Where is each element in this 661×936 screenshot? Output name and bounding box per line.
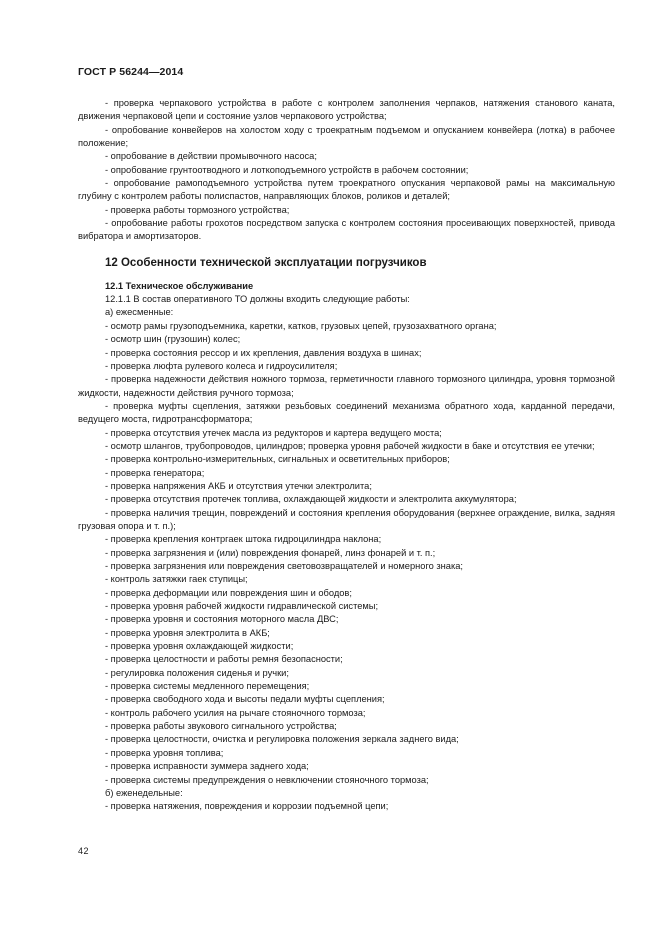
list-item: - опробование грунтоотводного и лоткоподъемного устройств в рабочем состоянии;: [105, 164, 469, 175]
list-item: - проверка работы тормозного устройства;: [105, 204, 290, 215]
document-code-header: ГОСТ Р 56244—2014: [78, 66, 184, 78]
list-item: - проверка исправности зуммера заднего хода;: [105, 761, 309, 772]
list-item: - опробование в действии промывочного насоса;: [105, 151, 317, 162]
list-item: - проверка загрязнения или повреждения световозвращателей и номерного знака;: [105, 561, 463, 571]
list-item: - проверка уровня и состояния моторного масла ДВС;: [105, 614, 339, 625]
list-item: - проверка контрольно-измерительных, сигнальных и осветительных приборов;: [105, 454, 450, 465]
weekly-label: б) еженедельные:: [105, 787, 183, 798]
list-item: - проверка уровня электролита в АКБ;: [105, 627, 270, 638]
list-item: - проверка системы медленного перемещения;: [105, 681, 310, 692]
list-item: - проверка уровня рабочей жидкости гидравлической системы;: [105, 601, 379, 612]
list-item: - осмотр шлангов, трубопроводов, цилиндров; проверка уровня рабочей жидкости в баке и отсутствия ее утечки;: [105, 440, 595, 451]
list-item: - проверка отсутствия протечек топлива, охлаждающей жидкости и электролита аккумулятора;: [105, 494, 517, 505]
weekly-list: [78, 800, 615, 813]
list-item: - опробование работы грохотов посредством запуска с контролем состояния просеивающих поверхностей, привода вибратора и амортизаторов.: [78, 218, 615, 242]
list-item: - проверка генератора;: [105, 467, 205, 478]
list-item: - проверка целостности и работы ремня безопасности;: [105, 654, 343, 665]
list-item: - контроль рабочего усилия на рычаге стояночного тормоза;: [105, 707, 366, 718]
list-item: - проверка наличия трещин, повреждений и состояния крепления оборудования (верхнее ограждение, вилка, задняя грузовая опора и т. п.);: [78, 507, 615, 531]
list-item: - проверка черпакового устройства в работе с контролем заполнения черпаков, натяжения станового каната, движения черпаковой цепи и состояние узлов черпакового устройства;: [78, 98, 615, 122]
list-item: - контроль затяжки гаек ступицы;: [105, 574, 248, 585]
list-item: - проверка целостности, очистка и регулировка положения зеркала заднего вида;: [105, 734, 459, 745]
list-item: - проверка состояния рессор и их крепления, давления воздуха в шинах;: [105, 347, 422, 358]
list-item: - регулировка положения сиденья и ручки;: [105, 667, 289, 678]
page-number: 42: [78, 846, 90, 856]
list-item: - проверка системы предупреждения о невключении стояночного тормоза;: [105, 774, 429, 785]
intro-list: [78, 97, 615, 244]
list-item: - проверка надежности действия ножного тормоза, герметичности главного тормозного цилиндра, уровня тормозной жидкости, надежности действия ручного тормоза;: [78, 374, 615, 398]
list-item: - проверка уровня топлива;: [105, 747, 224, 758]
list-item: - проверка напряжения АКБ и отсутствия утечки электролита;: [105, 480, 372, 491]
list-item: - осмотр рамы грузоподъемника, каретки, катков, грузовых цепей, грузозахватного органа;: [105, 320, 497, 331]
list-item: - проверка натяжения, повреждения и коррозии подъемной цепи;: [105, 801, 389, 812]
document-body: [78, 97, 615, 814]
list-item: - проверка работы звукового сигнального устройства;: [105, 721, 337, 732]
clause-text: 12.1.1 В состав оперативного ТО должны входить следующие работы:: [105, 294, 410, 305]
subsection-heading: 12.1 Техническое обслуживание: [105, 280, 254, 291]
daily-list: [78, 320, 615, 787]
list-item: - проверка крепления контргаек штока гидроцилиндра наклона;: [105, 534, 382, 545]
list-item: - проверка муфты сцепления, затяжки резьбовых соединений механизма обратного хода, карданной передачи, ведущего моста, гидротрансформатора;: [78, 400, 615, 425]
list-item: - проверка деформации или повреждения шин и ободов;: [105, 587, 352, 598]
list-item: - осмотр шин (грузошин) колес;: [105, 334, 241, 345]
list-item: - проверка свободного хода и высоты педали муфты сцепления;: [105, 694, 385, 705]
list-item: - опробование конвейеров на холостом ходу с троекратным подъемом и опусканием конвейера (лотка) в рабочее положение;: [78, 124, 615, 149]
list-item: - проверка уровня охлаждающей жидкости;: [105, 641, 294, 652]
list-item: - опробование рамоподъемного устройства путем троекратного опускания черпаковой рамы на максимальную глубину с контролем работы полиспастов, направляющих блоков, роликов и деталей;: [78, 178, 615, 202]
section-heading: 12 Особенности технической эксплуатации погрузчиков: [105, 256, 427, 269]
list-item: - проверка отсутствия утечек масла из редукторов и картера ведущего моста;: [105, 427, 442, 438]
daily-label: а) ежесменные:: [105, 307, 174, 318]
list-item: - проверка люфта рулевого колеса и гидроусилителя;: [105, 360, 338, 371]
list-item: - проверка загрязнения и (или) повреждения фонарей, линз фонарей и т. п.;: [105, 547, 436, 558]
